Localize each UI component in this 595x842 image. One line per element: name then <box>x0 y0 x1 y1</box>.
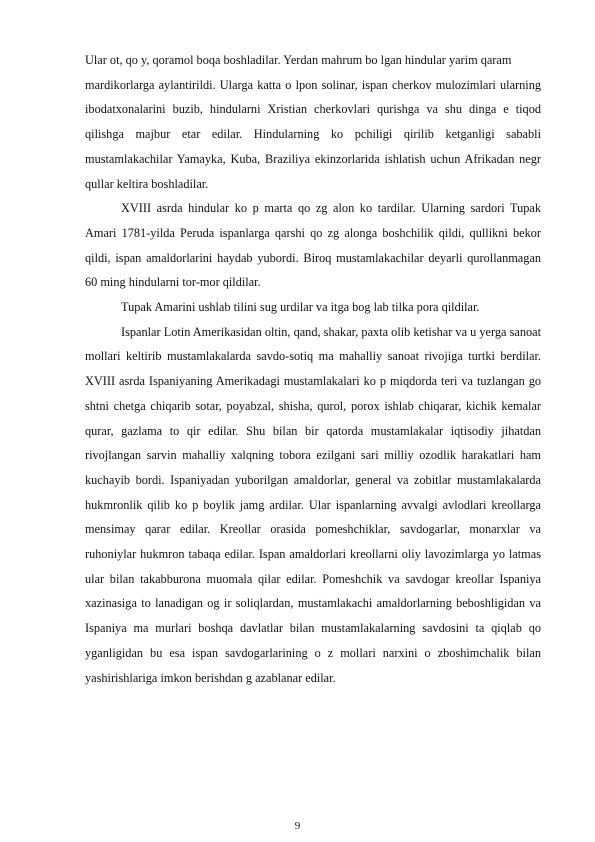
document-page <box>85 48 541 690</box>
paragraph-5: Ispanlar Lotin Amerikasidan oltin, qand, shakar, paxta olib ketishar va u yerga sanoat mollari keltirib mustamlakalarda savdo-sotiq ma mahalliy sanoat rivojiga turtki berdilar. XVIII asrda Ispaniyaning Amerikadagi mustamlakalari ko p miqdorda teri va tuzlangan go shtni chetga chiqarib sotar, poyabzal, shisha, qurol, porox ishlab chiqarar, kichik kemalar qurar, gazlama to qir edilar. Shu bilan bir qatorda mustamlakalar iqtisodiy jihatdan rivojlangan sarvin mahalliy xalqning tobora ezilgani sari milliy ozodlik harakatlari ham kuchayib bordi. Ispaniyadan yuborilgan amaldorlar, general va zobitlar mustamlakalarda hukmronlik qilib ko p boylik jamg ardilar. Ular ispanlarning avvalgi avlodlari kreollarga mensimay qarar edilar. Kreollar orasida pomeshchiklar, savdogarlar, monarxlar va ruhoniylar hukmron tabaqa edilar. Ispan amaldorlari kreollarni oliy lavozimlarga yo latmas ular bilan takabburona muomala qilar edilar. Pomeshchik va savdogar kreollar Ispaniya xazinasiga to lanadigan og ir soliqlardan, mustamlakachi amaldorlarning beboshligidan va Ispaniya ma murlari boshqa davlatlar bilan mustamlakalarning savdosini ta qiqlab qo yganligidan bu esa ispan savdogarlarining o z mollari narxini o zboshimchalik bilan yashirishlariga imkon berishdan g azablanar edilar. <box>85 324 541 685</box>
paragraph-1: Ular ot, qo y, qoramol boqa boshladilar. Yerdan mahrum bo lgan hindular yarim qaram <box>85 53 512 67</box>
page-number: 9 <box>294 820 301 832</box>
paragraph-2: mardikorlarga aylantirildi. Ularga katta o lpon solinar, ispan cherkov mulozimlari ularning ibodatxonalarini buzib, hindularni Xristian cherkovlari qurishga va shu dinga e tiqod qilishga majbur etar edilar. Hindularning ko pchiligi qirilib ketganligi sababli mustamlakachilar Yamayka, Kuba, Braziliya ekinzorlarida ishlatish uchun Afrikadan negr qullar keltira boshladilar. <box>85 77 541 191</box>
paragraph-4: Tupak Amarini ushlab tilini sug urdilar va itga bog lab tilka pora qildilar. <box>121 300 480 315</box>
paragraph-3: XVIII asrda hindular ko p marta qo zg alon ko tardilar. Ularning sardori Tupak Amari 1781-yilda Peruda ispanlarga qarshi qo zg alonga boshchilik qildi, qullikni bekor qildi, ispan amaldorlarini haydab yubordi. Biroq mustamlakachilar deyarli qurollanmagan 60 ming hindularni tor-mor qildilar. <box>85 201 541 290</box>
